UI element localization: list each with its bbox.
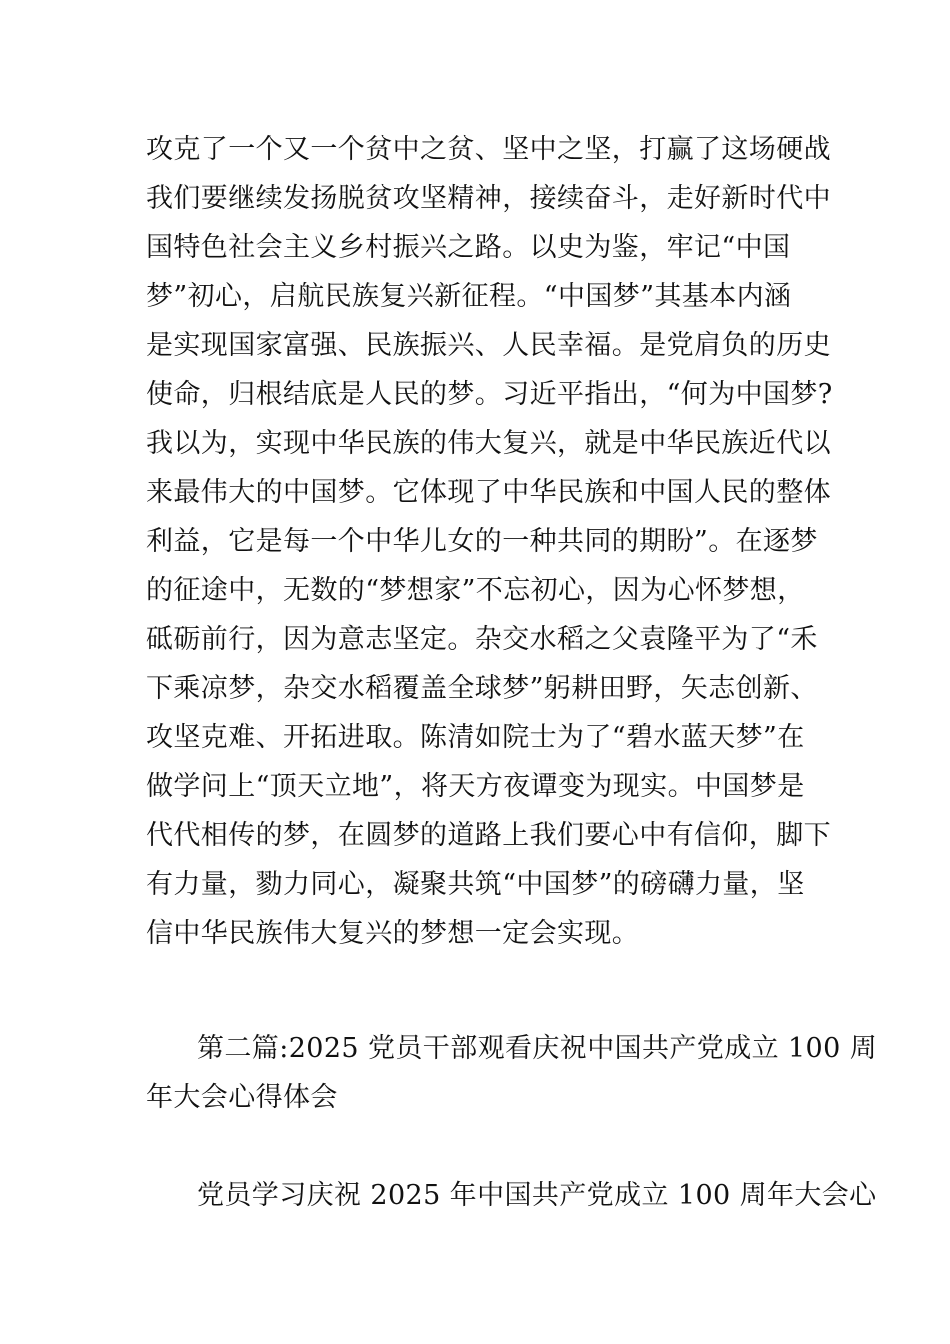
text-line: 攻坚克难、开拓进取。陈清如院士为了“碧水蓝天梦”在 [146, 722, 805, 753]
text-line: 使命，归根结底是人民的梦。习近平指出，“何为中国梦? [146, 379, 833, 410]
text-line: 下乘凉梦，杂交水稻覆盖全球梦”躬耕田野，矢志创新、 [146, 673, 818, 704]
heading-line: 第二篇:2025 党员干部观看庆祝中国共产党成立 100 周 [197, 1033, 878, 1064]
text-line: 攻克了一个又一个贫中之贫、坚中之坚，打赢了这场硬战 [146, 134, 831, 165]
text-line: 信中华民族伟大复兴的梦想一定会实现。 [146, 918, 640, 949]
heading-line: 年大会心得体会 [146, 1082, 338, 1113]
text-line: 我以为，实现中华民族的伟大复兴，就是中华民族近代以 [146, 428, 831, 459]
text-line: 的征途中，无数的“梦想家”不忘初心，因为心怀梦想， [146, 575, 805, 606]
text-line: 利益，它是每一个中华儿女的一种共同的期盼”。在逐梦 [146, 526, 818, 557]
text-line: 是实现国家富强、民族振兴、人民幸福。是党肩负的历史 [146, 330, 831, 361]
text-line: 做学问上“顶天立地”，将天方夜谭变为现实。中国梦是 [146, 771, 805, 802]
text-line: 有力量，勠力同心，凝聚共筑“中国梦”的磅礴力量，坚 [146, 869, 805, 900]
text-line: 党员学习庆祝 2025 年中国共产党成立 100 周年大会心 [197, 1180, 877, 1211]
text-line: 梦”初心，启航民族复兴新征程。“中国梦”其基本内涵 [146, 281, 792, 312]
text-line: 代代相传的梦，在圆梦的道路上我们要心中有信仰，脚下 [146, 820, 831, 851]
text-line: 国特色社会主义乡村振兴之路。以史为鉴，牢记“中国 [146, 232, 791, 263]
text-line: 砥砺前行，因为意志坚定。杂交水稻之父袁隆平为了“禾 [146, 624, 818, 655]
text-line: 我们要继续发扬脱贫攻坚精神，接续奋斗，走好新时代中 [146, 183, 831, 214]
text-line: 来最伟大的中国梦。它体现了中华民族和中国人民的整体 [146, 477, 831, 508]
